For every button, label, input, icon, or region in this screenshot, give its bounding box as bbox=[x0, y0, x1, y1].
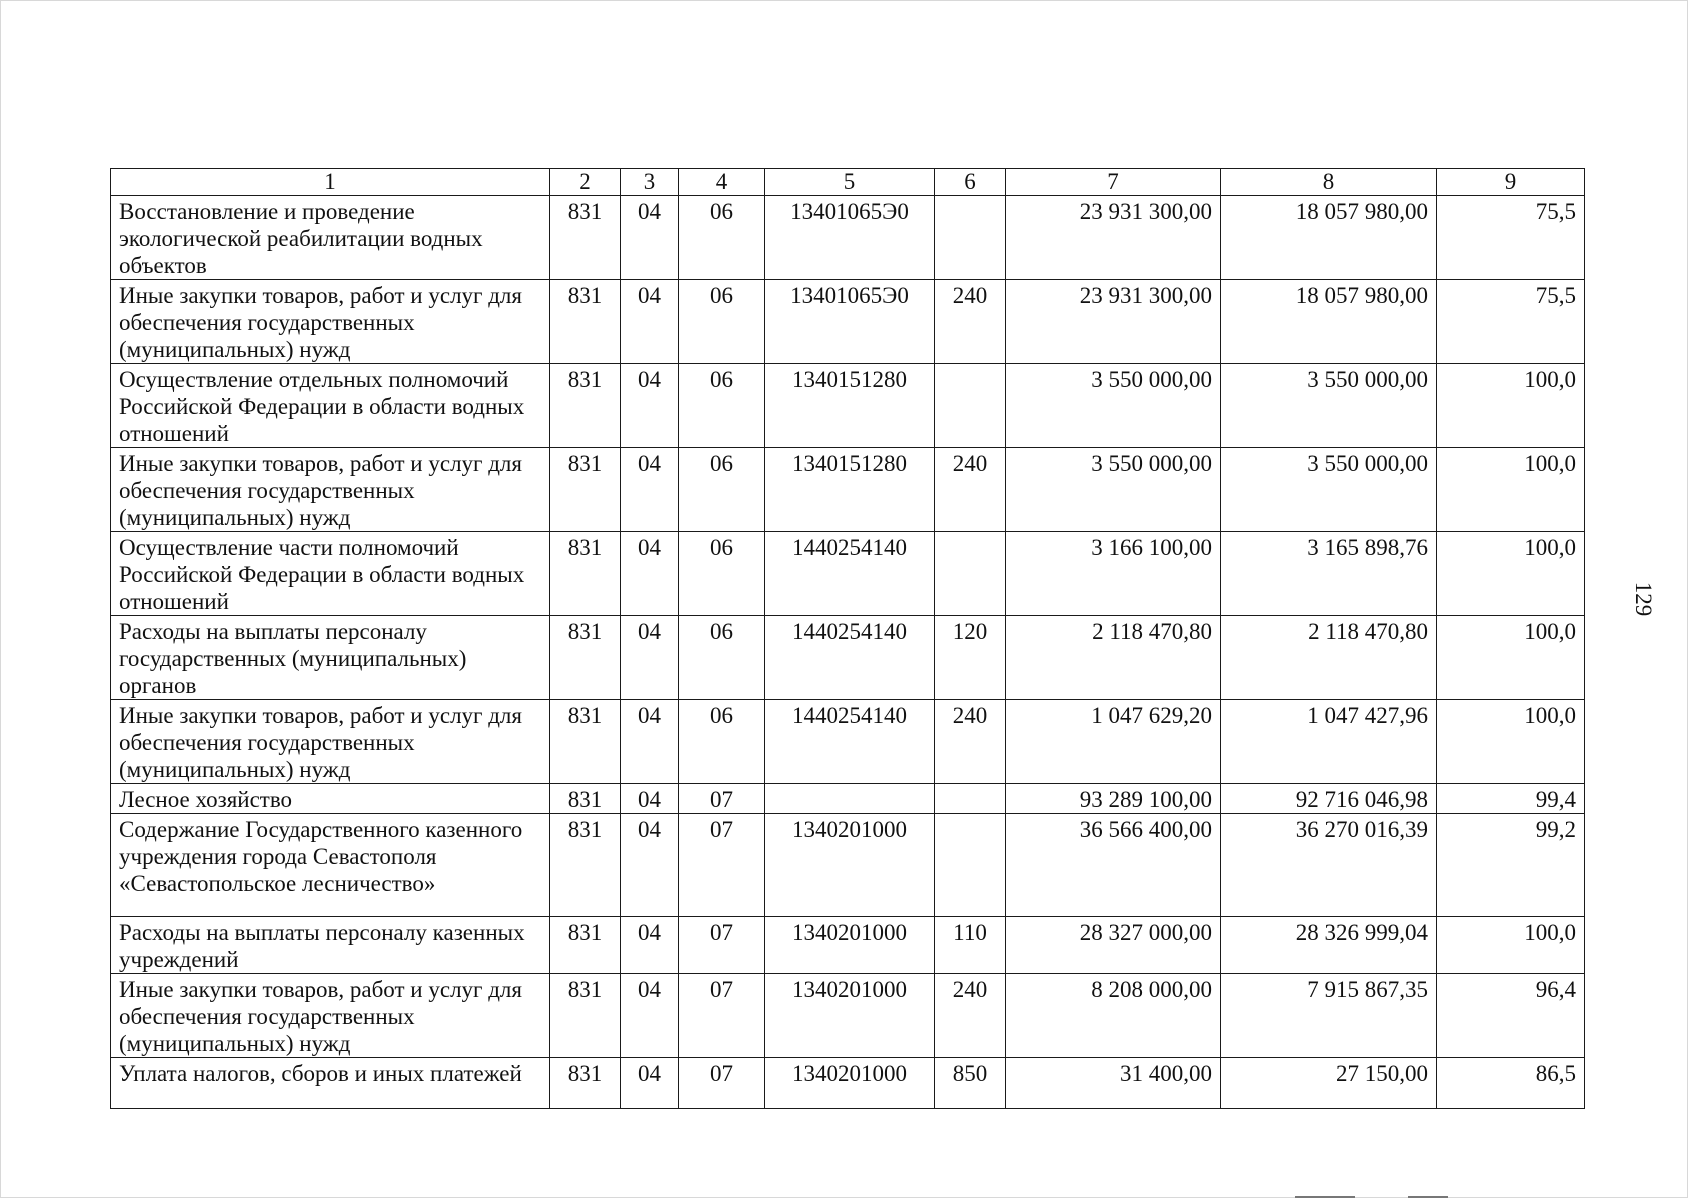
approved-amount-cell: 3 550 000,00 bbox=[1006, 448, 1221, 532]
execution-percent-cell: 75,5 bbox=[1437, 280, 1585, 364]
execution-percent-cell: 96,4 bbox=[1437, 974, 1585, 1058]
column-header-9: 9 bbox=[1437, 169, 1585, 196]
subsection-code-cell: 07 bbox=[679, 974, 765, 1058]
subsection-code-cell: 07 bbox=[679, 917, 765, 974]
executed-amount-cell: 27 150,00 bbox=[1221, 1058, 1437, 1109]
expense-type-code-cell: 240 bbox=[935, 280, 1006, 364]
section-code-cell: 04 bbox=[621, 364, 679, 448]
section-code-cell: 04 bbox=[621, 700, 679, 784]
table-row bbox=[111, 196, 1585, 280]
approved-amount-cell: 23 931 300,00 bbox=[1006, 280, 1221, 364]
row-name-cell: Содержание Государственного казенного учреждения города Севастополя «Севастопольское лесничество» bbox=[111, 814, 550, 917]
execution-percent-cell: 100,0 bbox=[1437, 616, 1585, 700]
expense-type-code-cell: 240 bbox=[935, 974, 1006, 1058]
executed-amount-cell: 2 118 470,80 bbox=[1221, 616, 1437, 700]
subsection-code-cell: 06 bbox=[679, 700, 765, 784]
column-header-5: 5 bbox=[765, 169, 935, 196]
subsection-code-cell: 06 bbox=[679, 364, 765, 448]
table-row bbox=[111, 280, 1585, 364]
expense-type-code-cell: 240 bbox=[935, 448, 1006, 532]
target-article-code-cell: 13401065Э0 bbox=[765, 280, 935, 364]
subsection-code-cell: 07 bbox=[679, 1058, 765, 1109]
column-header-4: 4 bbox=[679, 169, 765, 196]
table-row bbox=[111, 814, 1585, 917]
section-code-cell: 04 bbox=[621, 917, 679, 974]
subsection-code-cell: 06 bbox=[679, 448, 765, 532]
budget-table bbox=[110, 168, 1585, 1109]
target-article-code-cell bbox=[765, 784, 935, 814]
approved-amount-cell: 28 327 000,00 bbox=[1006, 917, 1221, 974]
approved-amount-cell: 93 289 100,00 bbox=[1006, 784, 1221, 814]
gr-code-cell: 831 bbox=[550, 974, 621, 1058]
target-article-code-cell: 1340201000 bbox=[765, 814, 935, 917]
execution-percent-cell: 100,0 bbox=[1437, 448, 1585, 532]
gr-code-cell: 831 bbox=[550, 448, 621, 532]
approved-amount-cell: 2 118 470,80 bbox=[1006, 616, 1221, 700]
gr-code-cell: 831 bbox=[550, 784, 621, 814]
execution-percent-cell: 100,0 bbox=[1437, 364, 1585, 448]
subsection-code-cell: 06 bbox=[679, 616, 765, 700]
target-article-code-cell: 13401065Э0 bbox=[765, 196, 935, 280]
expense-type-code-cell bbox=[935, 364, 1006, 448]
executed-amount-cell: 1 047 427,96 bbox=[1221, 700, 1437, 784]
gr-code-cell: 831 bbox=[550, 1058, 621, 1109]
section-code-cell: 04 bbox=[621, 974, 679, 1058]
expense-type-code-cell bbox=[935, 784, 1006, 814]
table-body bbox=[111, 196, 1585, 1109]
gr-code-cell: 831 bbox=[550, 616, 621, 700]
section-code-cell: 04 bbox=[621, 784, 679, 814]
row-name-cell: Уплата налогов, сборов и иных платежей bbox=[111, 1058, 550, 1109]
execution-percent-cell: 100,0 bbox=[1437, 700, 1585, 784]
column-header-1: 1 bbox=[111, 169, 550, 196]
page-number: 129 bbox=[1631, 581, 1656, 617]
table-row bbox=[111, 532, 1585, 616]
execution-percent-cell: 100,0 bbox=[1437, 917, 1585, 974]
target-article-code-cell: 1440254140 bbox=[765, 616, 935, 700]
column-header-6: 6 bbox=[935, 169, 1006, 196]
section-code-cell: 04 bbox=[621, 814, 679, 917]
section-code-cell: 04 bbox=[621, 1058, 679, 1109]
subsection-code-cell: 06 bbox=[679, 196, 765, 280]
header-row bbox=[111, 169, 1585, 196]
execution-percent-cell: 86,5 bbox=[1437, 1058, 1585, 1109]
expense-type-code-cell bbox=[935, 814, 1006, 917]
column-header-3: 3 bbox=[621, 169, 679, 196]
table-row bbox=[111, 364, 1585, 448]
executed-amount-cell: 7 915 867,35 bbox=[1221, 974, 1437, 1058]
executed-amount-cell: 18 057 980,00 bbox=[1221, 196, 1437, 280]
table-row bbox=[111, 616, 1585, 700]
column-header-7: 7 bbox=[1006, 169, 1221, 196]
column-header-8: 8 bbox=[1221, 169, 1437, 196]
row-name-cell: Лесное хозяйство bbox=[111, 784, 550, 814]
target-article-code-cell: 1440254140 bbox=[765, 700, 935, 784]
executed-amount-cell: 3 550 000,00 bbox=[1221, 364, 1437, 448]
expense-type-code-cell: 240 bbox=[935, 700, 1006, 784]
section-code-cell: 04 bbox=[621, 196, 679, 280]
approved-amount-cell: 36 566 400,00 bbox=[1006, 814, 1221, 917]
row-name-cell: Иные закупки товаров, работ и услуг для обеспечения государственных (муниципальных) нужд bbox=[111, 700, 550, 784]
execution-percent-cell: 99,4 bbox=[1437, 784, 1585, 814]
table-row bbox=[111, 974, 1585, 1058]
executed-amount-cell: 92 716 046,98 bbox=[1221, 784, 1437, 814]
subsection-code-cell: 07 bbox=[679, 784, 765, 814]
scan-artifact-line bbox=[1408, 1196, 1448, 1198]
subsection-code-cell: 06 bbox=[679, 280, 765, 364]
approved-amount-cell: 31 400,00 bbox=[1006, 1058, 1221, 1109]
section-code-cell: 04 bbox=[621, 616, 679, 700]
execution-percent-cell: 100,0 bbox=[1437, 532, 1585, 616]
gr-code-cell: 831 bbox=[550, 196, 621, 280]
expense-type-code-cell: 110 bbox=[935, 917, 1006, 974]
gr-code-cell: 831 bbox=[550, 700, 621, 784]
approved-amount-cell: 3 166 100,00 bbox=[1006, 532, 1221, 616]
executed-amount-cell: 36 270 016,39 bbox=[1221, 814, 1437, 917]
executed-amount-cell: 28 326 999,04 bbox=[1221, 917, 1437, 974]
target-article-code-cell: 1340151280 bbox=[765, 448, 935, 532]
row-name-cell: Восстановление и проведение экологической реабилитации водных объектов bbox=[111, 196, 550, 280]
approved-amount-cell: 23 931 300,00 bbox=[1006, 196, 1221, 280]
section-code-cell: 04 bbox=[621, 448, 679, 532]
gr-code-cell: 831 bbox=[550, 532, 621, 616]
execution-percent-cell: 99,2 bbox=[1437, 814, 1585, 917]
gr-code-cell: 831 bbox=[550, 280, 621, 364]
row-name-cell: Иные закупки товаров, работ и услуг для обеспечения государственных (муниципальных) нужд bbox=[111, 974, 550, 1058]
row-name-cell: Осуществление части полномочий Российской Федерации в области водных отношений bbox=[111, 532, 550, 616]
column-header-2: 2 bbox=[550, 169, 621, 196]
executed-amount-cell: 18 057 980,00 bbox=[1221, 280, 1437, 364]
expense-type-code-cell bbox=[935, 532, 1006, 616]
gr-code-cell: 831 bbox=[550, 917, 621, 974]
subsection-code-cell: 06 bbox=[679, 532, 765, 616]
target-article-code-cell: 1440254140 bbox=[765, 532, 935, 616]
expense-type-code-cell: 850 bbox=[935, 1058, 1006, 1109]
table-row bbox=[111, 448, 1585, 532]
approved-amount-cell: 8 208 000,00 bbox=[1006, 974, 1221, 1058]
executed-amount-cell: 3 550 000,00 bbox=[1221, 448, 1437, 532]
section-code-cell: 04 bbox=[621, 532, 679, 616]
table-row bbox=[111, 917, 1585, 974]
target-article-code-cell: 1340201000 bbox=[765, 974, 935, 1058]
row-name-cell: Иные закупки товаров, работ и услуг для обеспечения государственных (муниципальных) нужд bbox=[111, 448, 550, 532]
section-code-cell: 04 bbox=[621, 280, 679, 364]
row-name-cell: Расходы на выплаты персоналу государственных (муниципальных) органов bbox=[111, 616, 550, 700]
table-row bbox=[111, 700, 1585, 784]
row-name-cell: Расходы на выплаты персоналу казенных учреждений bbox=[111, 917, 550, 974]
gr-code-cell: 831 bbox=[550, 364, 621, 448]
approved-amount-cell: 3 550 000,00 bbox=[1006, 364, 1221, 448]
table-row bbox=[111, 784, 1585, 814]
approved-amount-cell: 1 047 629,20 bbox=[1006, 700, 1221, 784]
expense-type-code-cell bbox=[935, 196, 1006, 280]
executed-amount-cell: 3 165 898,76 bbox=[1221, 532, 1437, 616]
scan-artifact-line bbox=[1295, 1196, 1355, 1198]
target-article-code-cell: 1340201000 bbox=[765, 917, 935, 974]
gr-code-cell: 831 bbox=[550, 814, 621, 917]
table-row bbox=[111, 1058, 1585, 1109]
row-name-cell: Осуществление отдельных полномочий Российской Федерации в области водных отношений bbox=[111, 364, 550, 448]
row-name-cell: Иные закупки товаров, работ и услуг для обеспечения государственных (муниципальных) нужд bbox=[111, 280, 550, 364]
subsection-code-cell: 07 bbox=[679, 814, 765, 917]
target-article-code-cell: 1340201000 bbox=[765, 1058, 935, 1109]
target-article-code-cell: 1340151280 bbox=[765, 364, 935, 448]
execution-percent-cell: 75,5 bbox=[1437, 196, 1585, 280]
expense-type-code-cell: 120 bbox=[935, 616, 1006, 700]
